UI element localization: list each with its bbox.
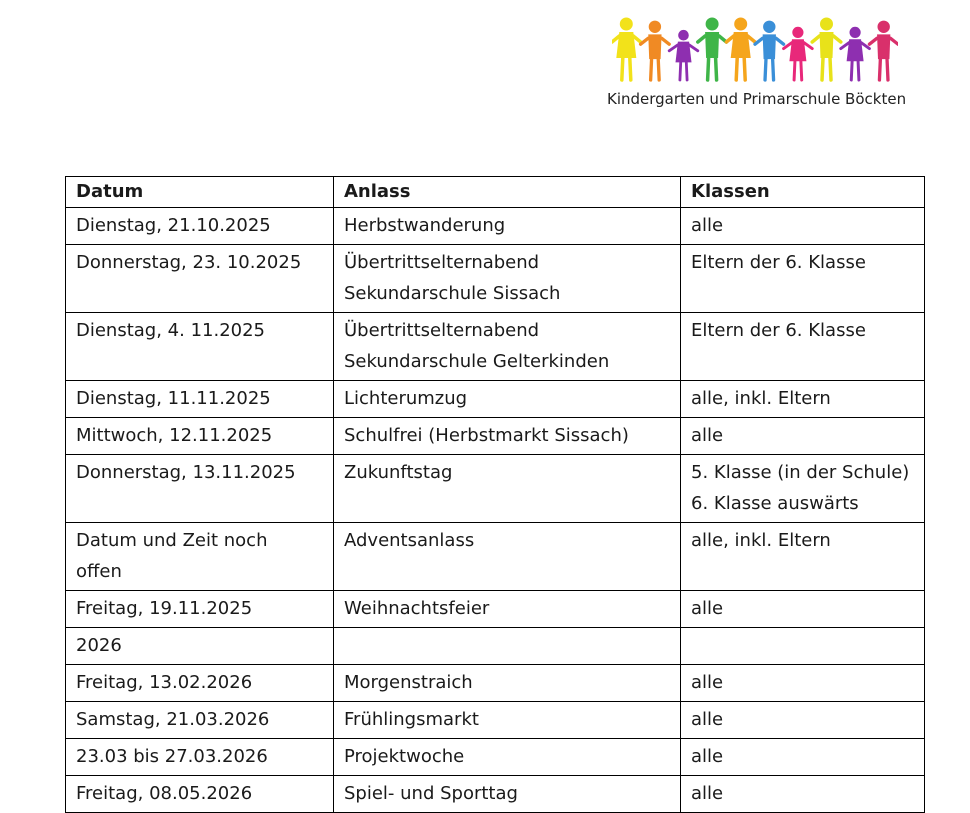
classes-cell [681, 418, 925, 455]
date-text: Dienstag, 11.11.2025 [76, 388, 271, 409]
table-row [66, 381, 925, 418]
date-cell [66, 418, 334, 455]
date-text: Donnerstag, 13.11.2025 [76, 462, 296, 483]
child-figure [641, 21, 670, 80]
classes-cell [681, 776, 925, 813]
child-figure [841, 27, 870, 80]
event-text: Sekundarschule Gelterkinden [344, 351, 610, 372]
classes-text: alle [691, 425, 724, 446]
date-text: Dienstag, 21.10.2025 [76, 215, 271, 236]
child-figure [812, 18, 841, 80]
event-text: Übertrittselternabend [344, 252, 540, 273]
classes-cell [681, 208, 925, 245]
event-text: Zukunftstag [344, 462, 453, 483]
classes-cell [681, 591, 925, 628]
classes-text: alle [691, 746, 724, 767]
event-cell [334, 245, 681, 313]
table-row [66, 313, 925, 381]
header-date: Datum [66, 177, 334, 208]
classes-cell [681, 523, 925, 591]
date-cell [66, 776, 334, 813]
table-row [66, 702, 925, 739]
event-cell [334, 591, 681, 628]
year-cell: 2026 [66, 628, 334, 665]
empty-cell [681, 628, 925, 665]
table-row [66, 455, 925, 523]
table-row [66, 776, 925, 813]
date-cell [66, 208, 334, 245]
classes-text: 6. Klasse auswärts [691, 493, 859, 514]
event-text: Lichterumzug [344, 388, 468, 409]
event-cell [334, 702, 681, 739]
event-text: Morgenstraich [344, 672, 473, 693]
classes-text: alle [691, 215, 724, 236]
table-header-row [66, 177, 925, 208]
date-cell [66, 455, 334, 523]
date-text: Samstag, 21.03.2026 [76, 709, 270, 730]
event-text: Adventsanlass [344, 530, 475, 551]
classes-text: 5. Klasse (in der Schule) [691, 462, 910, 483]
table-row-year [66, 628, 925, 665]
classes-text: alle, inkl. Eltern [691, 388, 831, 409]
children-holding-hands-icon [612, 16, 898, 82]
event-text: Übertrittselternabend [344, 320, 540, 341]
table-row [66, 665, 925, 702]
event-cell [334, 381, 681, 418]
event-cell [334, 313, 681, 381]
date-text: Freitag, 13.02.2026 [76, 672, 253, 693]
classes-cell [681, 702, 925, 739]
child-figure [869, 21, 898, 80]
date-cell [66, 702, 334, 739]
classes-text: alle [691, 598, 724, 619]
table-row [66, 523, 925, 591]
classes-text: Eltern der 6. Klasse [691, 320, 866, 341]
child-figure [669, 30, 698, 80]
classes-cell [681, 665, 925, 702]
child-figure [612, 18, 641, 80]
date-cell [66, 591, 334, 628]
event-text: Sekundarschule Sissach [344, 283, 561, 304]
date-text: offen [76, 561, 122, 582]
event-text: Schulfrei (Herbstmarkt Sissach) [344, 425, 629, 446]
date-cell [66, 381, 334, 418]
event-cell [334, 455, 681, 523]
date-cell [66, 523, 334, 591]
date-text: Donnerstag, 23. 10.2025 [76, 252, 302, 273]
table-row [66, 418, 925, 455]
header-classes: Klassen [681, 177, 925, 208]
date-text: Freitag, 08.05.2026 [76, 783, 253, 804]
classes-cell [681, 455, 925, 523]
classes-text: alle [691, 783, 724, 804]
event-text: Weihnachtsfeier [344, 598, 490, 619]
header-event: Anlass [334, 177, 681, 208]
table-row [66, 245, 925, 313]
classes-text: alle [691, 672, 724, 693]
date-text: 23.03 bis 27.03.2026 [76, 746, 268, 767]
school-name: Kindergarten und Primarschule Böckten [607, 90, 907, 108]
date-text: Freitag, 19.11.2025 [76, 598, 253, 619]
child-figure [726, 18, 755, 80]
event-text: Projektwoche [344, 746, 465, 767]
classes-text: alle, inkl. Eltern [691, 530, 831, 551]
table-row [66, 591, 925, 628]
classes-text: Eltern der 6. Klasse [691, 252, 866, 273]
classes-cell [681, 313, 925, 381]
date-cell [66, 245, 334, 313]
classes-cell [681, 381, 925, 418]
event-cell [334, 418, 681, 455]
event-cell [334, 665, 681, 702]
date-cell [66, 313, 334, 381]
date-cell [66, 665, 334, 702]
event-text: Spiel- und Sporttag [344, 783, 518, 804]
event-text: Herbstwanderung [344, 215, 506, 236]
child-figure [755, 21, 784, 80]
classes-cell [681, 245, 925, 313]
child-figure [784, 27, 813, 80]
child-figure [698, 18, 727, 80]
date-text: Dienstag, 4. 11.2025 [76, 320, 266, 341]
date-text: Mittwoch, 12.11.2025 [76, 425, 273, 446]
events-table [65, 176, 925, 813]
classes-text: alle [691, 709, 724, 730]
table-row [66, 208, 925, 245]
event-cell [334, 208, 681, 245]
date-text: Datum und Zeit noch [76, 530, 268, 551]
event-text: Frühlingsmarkt [344, 709, 479, 730]
event-cell [334, 523, 681, 591]
event-cell [334, 776, 681, 813]
empty-cell [334, 628, 681, 665]
